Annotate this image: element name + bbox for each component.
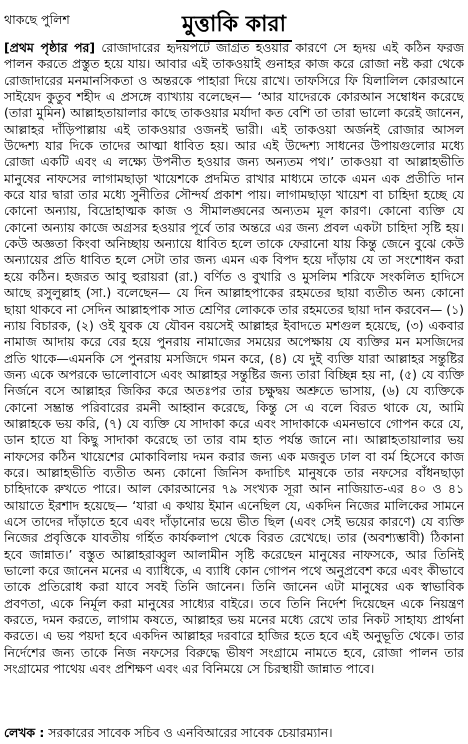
headline-container: [0, 12, 468, 42]
author-label: লেখক :: [4, 725, 45, 740]
headline: মুত্তাকি কারা: [176, 12, 292, 42]
article-text: রোজাদারের হৃদয়পটে জাগ্রত হওয়ার কারণে সে হৃদয় এই কঠিন ফরজ পালন করতে প্রস্তুত হয়ে যায়। আবার এই তাকওয়াই গুনাহর কাজ করে রোজা নষ্ট করা থেকে রোজাদারের মনমানসিকতা ও অন্তরকে পাহারা দিয়ে রাখে। তাফসিরে ফি যিলালিল কোরআনে সাইয়েদ কুতুব শহীদ এ প্রসঙ্গে ব্যাখ্যায় বলেছেন— ‘আর যাদেরকে কোরআন সম্বোধন করেছে (তারা মুমিন) আল্লাহতায়ালার কাছে তাকওয়ার মর্যাদা কত বেশি তা তারা ভালো করেই জানেন, আল্লাহর দাঁড়িপাল্লায় এই তাকওয়ার ওজনই ভারী। এই তাকওয়া অর্জনই রোজার আসল উদ্দেশ্য যার দিকে তাদের আত্মা ধাবিত হয়। আর এই উদ্দেশ্য সাধনের উপায়গুলোর মধ্যে রোজা একটি এবং এ লক্ষ্যে উপনীত হওয়ার জন্য অন্যতম পথ।’ তাকওয়া বা আল্লাহভীতি মানুষের নাফসের লাগামছাড়া খায়েশকে প্রদমিত রাখার মাধ্যমে তাকে এমন এক প্রতীতি দান করে যার দ্বারা তার মধ্যে সুনীতির সৌন্দর্য প্রকাশ পায়। লাগামছাড়া খায়েশ বা চাহিদা হচ্ছে যে কোনো অন্যায়, বিদ্রোহাত্মক কাজ ও সীমালঙ্ঘনের অন্যতম মূল কারণ। কোনো ব্যক্তি যে কোনো অন্যায় কাজে অগ্রসর হওয়ার পূর্বে তার অন্তরে এর জন্য প্রবল একটা চাহিদা সৃষ্টি হয়। কেউ অজ্ঞতা কিংবা অনিচ্ছায় অন্যায়ে ধাবিত হলে তাকে ফেরানো যায় কিন্তু জেনে বুঝে কেউ অন্যায়ের প্রতি ধাবিত হলে সেটা তার জন্য এমন এক বিপদ হয়ে দাঁড়ায় যে তা সংশোধন করা হয়ে কঠিন। হজরত আবু হুরায়রা (রা.) বর্ণিত ও বুখারি ও মুসলিম শরিফে সংকলিত হাদিসে আছে রসুলুল্লাহ (সা.) বলেছেন— যে দিন আল্লাহপাকের রহমতের ছায়া ব্যতীত অন্য কোনো ছায়া থাকবে না সেদিন আল্লাহপাক সাত শ্রেণির লোককে তার রহমতের ছায়া দান করবেন— (১) ন্যায় বিচারক, (২) ওই যুবক যে যৌবন বয়সেই আল্লাহর ইবাদতে মশগুল হয়েছে, (৩) একবার নামাজ আদায় করে বের হয়ে পুনরায় নামাজের সময়ের অপেক্ষায় যে ব্যক্তির মন মসজিদের প্রতি থাকে—এমনকি সে পুনরায় মসজিদে গমন করে, (৪) যে দুই ব্যক্তি যারা আল্লাহর সন্তুষ্টির জন্য একে অপরকে ভালোবাসে এবং আল্লাহর সন্তুষ্টির জন্য তারা বিচ্ছিন্ন হয় না, (৫) যে ব্যক্তি নির্জনে বসে আল্লাহর জিকির করে অতঃপর তার চক্ষুদ্বয় অশ্রুতে ভাসায়, (৬) যে ব্যক্তিকে কোনো সম্ভ্রান্ত পরিবারের রমনী আহ্বান করেছে, কিন্তু সে এ বলে বিরত থাকে যে, আমি আল্লাহকে ভয় করি, (৭) যে ব্যক্তি যে সাদাকা করে এবং সাদাকাকে এমনভাবে গোপন করে যে, ডান হাতে যা কিছু সাদাকা করেছে তা তার বাম হাত পর্যন্ত জানে না। আল্লাহতায়ালার ভয় নাফসের কঠিন খায়েশের মোকাবিলায় দমন করার জন্য এক মজবুত ঢাল বা বর্ম হিসেবে কাজ করে। আল্লাহভীতি ব্যতীত অন্য কোনো জিনিস কদাচিৎ মানুষকে তার নফসের বাঁধনছাড়া চাহিদাকে রুখতে পারে। আল কোরআনের ৭৯ সংখ্যক সূরা আন নাজিয়াত-এর ৪০ ও ৪১ আয়াতে ইরশাদ হয়েছে— ‘যারা এ কথায় ইমান এনেছিল যে, একদিন নিজের মালিকের সামনে এসে তাদের দাঁড়াতে হবে এবং দাঁড়ানোর ভয়ে ভীত ছিল (এবং সেই ভয়ের কারণে) যে ব্যক্তি নিজের প্রবৃত্তিকে যাবতীয় গর্হিত কার্যকলাপ থেকে বিরত রেখেছে। তার (অবশ্যম্ভাবী) ঠিকানা হবে জান্নাত।’ বস্তুত আল্লাহরাব্বুল আলামীন সৃষ্টি করেছেন মানুষের নাফসকে, আর তিনিই ভালো করে জানেন মনের এ ব্যাধিকে, এ ব্যাধি কোন গোপন পথে অনুপ্রবেশ করে এবং কীভাবে তাকে প্রতিরোধ করা যাবে সবই তিনি জানেন। তিনি জানেন এটা মানুষের এক স্বাভাবিক প্রবণতা, একে নির্মূল করা মানুষের সাধ্যের বাইরে। তবে তিনি নির্দেশ দিয়েছেন একে নিয়ন্ত্রণ করতে, দমন করতে, লাগাম কষতে, আল্লাহর ভয় মনের মধ্যে রেখে তার নিকট সাহায্য প্রার্থনা করতে। এ ভয় পয়দা হবে একদিন আল্লাহর দরবারে হাজির হতে হবে এই অনুভূতি থেকে। তার নির্দেশের জন্য তাকে নিজ নফসের বিরুদ্ধে ভীষণ সংগ্রামে নামতে হবে, রোজা পালন তার সংগ্রামের পাথেয় এবং প্রশিক্ষণ এবং এর বিনিময়ে সে চিরস্থায়ী জান্নাত পাবে।: [4, 40, 464, 677]
author-text: সরকারের সাবেক সচিব ও এনবিআরের সাবেক চেয়ারম্যান।: [48, 725, 333, 740]
article-body: [4, 40, 464, 730]
continuation-label: [প্রথম পৃষ্ঠার পর]: [4, 40, 96, 55]
article-paragraph: [4, 40, 464, 677]
top-fragment: থাকছে পুলিশ: [4, 12, 70, 27]
author-credit: [4, 725, 464, 741]
